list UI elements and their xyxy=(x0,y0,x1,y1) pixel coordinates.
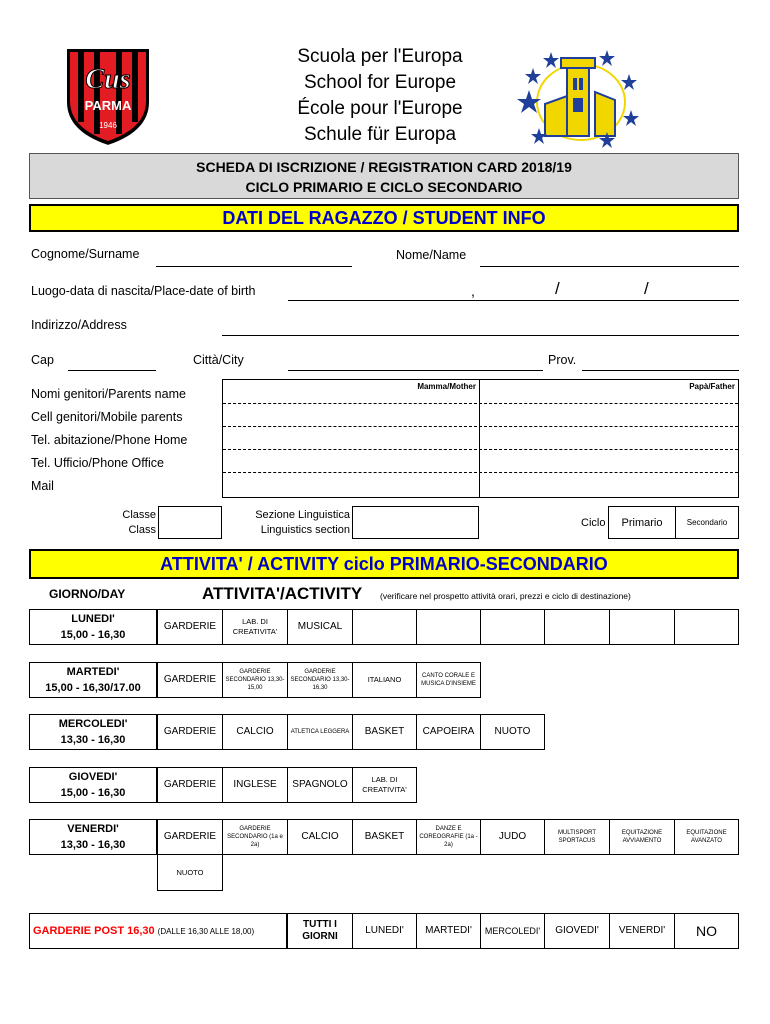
name-field[interactable] xyxy=(480,266,739,267)
day-tuesday: MARTEDI' 15,00 - 16,30/17.00 xyxy=(29,662,157,698)
prov-field[interactable] xyxy=(582,370,739,371)
row-divider xyxy=(223,403,738,404)
mon-empty[interactable] xyxy=(674,609,739,645)
cus-logo-text: Cus xyxy=(85,64,131,95)
school-name-de: Schule für Europa xyxy=(303,124,457,145)
fri-judo[interactable]: JUDO xyxy=(480,819,545,855)
school-name-fr: École pour l'Europe xyxy=(297,98,463,119)
birth-comma: , xyxy=(471,283,475,299)
secondario-option[interactable]: Secondario xyxy=(675,506,739,539)
mother-header: Mamma/Mother xyxy=(417,382,476,391)
prov-label: Prov. xyxy=(548,353,577,367)
mon-garderie[interactable]: GARDERIE xyxy=(157,609,223,645)
section-field[interactable] xyxy=(352,506,479,539)
fri-danze[interactable]: DANZE E COREOGRAFIE (1a - 2a) xyxy=(416,819,481,855)
student-info-banner: DATI DEL RAGAZZO / STUDENT INFO xyxy=(29,204,739,232)
primario-option[interactable]: Primario xyxy=(608,506,676,539)
garderie-post-box xyxy=(29,913,287,949)
year-logo-text: 1946 xyxy=(99,121,117,130)
row-divider xyxy=(223,426,738,427)
address-field[interactable] xyxy=(222,335,739,336)
garderie-post-label: GARDERIE POST 16,30 xyxy=(33,925,155,937)
garderie-mercoledi[interactable]: MERCOLEDI' xyxy=(480,913,545,949)
name-label: Nome/Name xyxy=(396,248,467,262)
school-for-europe-logo xyxy=(515,44,643,150)
wed-nuoto[interactable]: NUOTO xyxy=(480,714,545,750)
mon-musical[interactable]: MUSICAL xyxy=(287,609,353,645)
day-monday: LUNEDI' 15,00 - 16,30 xyxy=(29,609,157,645)
activity-banner: ATTIVITA' / ACTIVITY ciclo PRIMARIO-SECONDARIO xyxy=(29,549,739,579)
fri-basket[interactable]: BASKET xyxy=(352,819,417,855)
mon-empty[interactable] xyxy=(352,609,417,645)
registration-title: SCHEDA DI ISCRIZIONE / REGISTRATION CARD 2018/19 xyxy=(196,159,572,175)
phone-home-label: Tel. abitazione/Phone Home xyxy=(31,433,188,447)
registration-card-header xyxy=(29,153,739,199)
garderie-post-sub: (DALLE 16,30 ALLE 18,00) xyxy=(157,926,255,936)
city-field[interactable] xyxy=(288,370,543,371)
cap-label: Cap xyxy=(31,353,54,367)
wed-calcio[interactable]: CALCIO xyxy=(222,714,288,750)
linguistics-label: Linguistics section xyxy=(260,524,350,536)
tue-canto-corale[interactable]: CANTO CORALE E MUSICA D'INSIEME xyxy=(416,662,481,698)
cus-parma-logo xyxy=(62,44,154,148)
day-wednesday: MERCOLEDI' 13,30 - 16,30 xyxy=(29,714,157,750)
thu-garderie[interactable]: GARDERIE xyxy=(157,767,223,803)
father-column[interactable] xyxy=(480,380,738,497)
surname-label: Cognome/Surname xyxy=(31,247,140,261)
mon-empty[interactable] xyxy=(416,609,481,645)
garderie-venerdi[interactable]: VENERDI' xyxy=(609,913,675,949)
fri-equitazione-avanzato[interactable]: EQUITAZIONE AVANZATO xyxy=(674,819,739,855)
birth-label: Luogo-data di nascita/Place-date of birth xyxy=(31,284,256,298)
class-field[interactable] xyxy=(158,506,222,539)
class-en-label: Class xyxy=(128,524,156,536)
mail-label: Mail xyxy=(31,479,54,493)
mon-empty[interactable] xyxy=(480,609,545,645)
fri-garderie[interactable]: GARDERIE xyxy=(157,819,223,855)
garderie-giovedi[interactable]: GIOVEDI' xyxy=(544,913,610,949)
garderie-lunedi[interactable]: LUNEDI' xyxy=(352,913,417,949)
school-name-en: School for Europe xyxy=(303,72,457,93)
parma-logo-text: PARMA xyxy=(84,98,132,113)
registration-subtitle: CICLO PRIMARIO E CICLO SECONDARIO xyxy=(245,179,523,195)
thu-lab-creativita[interactable]: LAB. DI CREATIVITA' xyxy=(352,767,417,803)
garderie-tutti-giorni[interactable]: TUTTI I GIORNI xyxy=(287,913,353,949)
fri-garderie-secondario[interactable]: GARDERIE SECONDARIO (1a e 2a) xyxy=(222,819,288,855)
class-label xyxy=(100,508,156,538)
day-thursday: GIOVEDI' 15,00 - 16,30 xyxy=(29,767,157,803)
parents-name-label: Nomi genitori/Parents name xyxy=(31,387,186,401)
mon-empty[interactable] xyxy=(609,609,675,645)
tue-italiano[interactable]: ITALIANO xyxy=(352,662,417,698)
tue-garderie-secondario-1[interactable]: GARDERIE SECONDARIO 13,30-15,00 xyxy=(222,662,288,698)
surname-field[interactable] xyxy=(156,266,352,267)
tue-garderie-secondario-2[interactable]: GARDERIE SECONDARIO 13,30-16,30 xyxy=(287,662,353,698)
father-header: Papà/Father xyxy=(689,382,735,391)
mon-lab-creativita[interactable]: LAB. DI CREATIVITA' xyxy=(222,609,288,645)
wed-garderie[interactable]: GARDERIE xyxy=(157,714,223,750)
wed-atletica[interactable]: ATLETICA LEGGERA xyxy=(287,714,353,750)
school-name-it: Scuola per l'Europa xyxy=(297,46,463,67)
fri-multisport[interactable]: MULTISPORT SPORTACUS xyxy=(544,819,610,855)
wed-basket[interactable]: BASKET xyxy=(352,714,417,750)
fri-nuoto[interactable]: NUOTO xyxy=(157,854,223,891)
city-label: Città/City xyxy=(193,353,244,367)
mother-column[interactable] xyxy=(223,380,480,497)
thu-spagnolo[interactable]: SPAGNOLO xyxy=(287,767,353,803)
tue-garderie[interactable]: GARDERIE xyxy=(157,662,223,698)
birth-slash-2: / xyxy=(644,279,649,298)
day-friday: VENERDI' 13,30 - 16,30 xyxy=(29,819,157,855)
ciclo-label: Ciclo xyxy=(581,517,606,529)
classe-label: Classe xyxy=(122,509,156,521)
birth-field[interactable] xyxy=(288,300,739,301)
section-label xyxy=(236,508,350,538)
garderie-martedi[interactable]: MARTEDI' xyxy=(416,913,481,949)
mobile-parents-label: Cell genitori/Mobile parents xyxy=(31,410,183,424)
row-divider xyxy=(223,472,738,473)
row-divider xyxy=(223,449,738,450)
day-header: GIORNO/DAY xyxy=(49,587,126,601)
wed-capoeira[interactable]: CAPOEIRA xyxy=(416,714,481,750)
activity-note: (verificare nel prospetto attività orari, prezzi e ciclo di destinazione) xyxy=(380,591,631,601)
phone-office-label: Tel. Ufficio/Phone Office xyxy=(31,456,164,470)
garderie-no[interactable]: NO xyxy=(674,913,739,949)
fri-equitazione-avviamento[interactable]: EQUITAZIONE AVVIAMENTO xyxy=(609,819,675,855)
sezione-label: Sezione Linguistica xyxy=(255,509,350,521)
mon-empty[interactable] xyxy=(544,609,610,645)
birth-slash-1: / xyxy=(555,279,560,298)
cap-field[interactable] xyxy=(68,370,156,371)
fri-calcio[interactable]: CALCIO xyxy=(287,819,353,855)
activity-header: ATTIVITA'/ACTIVITY xyxy=(202,584,363,603)
thu-inglese[interactable]: INGLESE xyxy=(222,767,288,803)
address-label: Indirizzo/Address xyxy=(31,318,127,332)
parents-table xyxy=(222,379,739,498)
